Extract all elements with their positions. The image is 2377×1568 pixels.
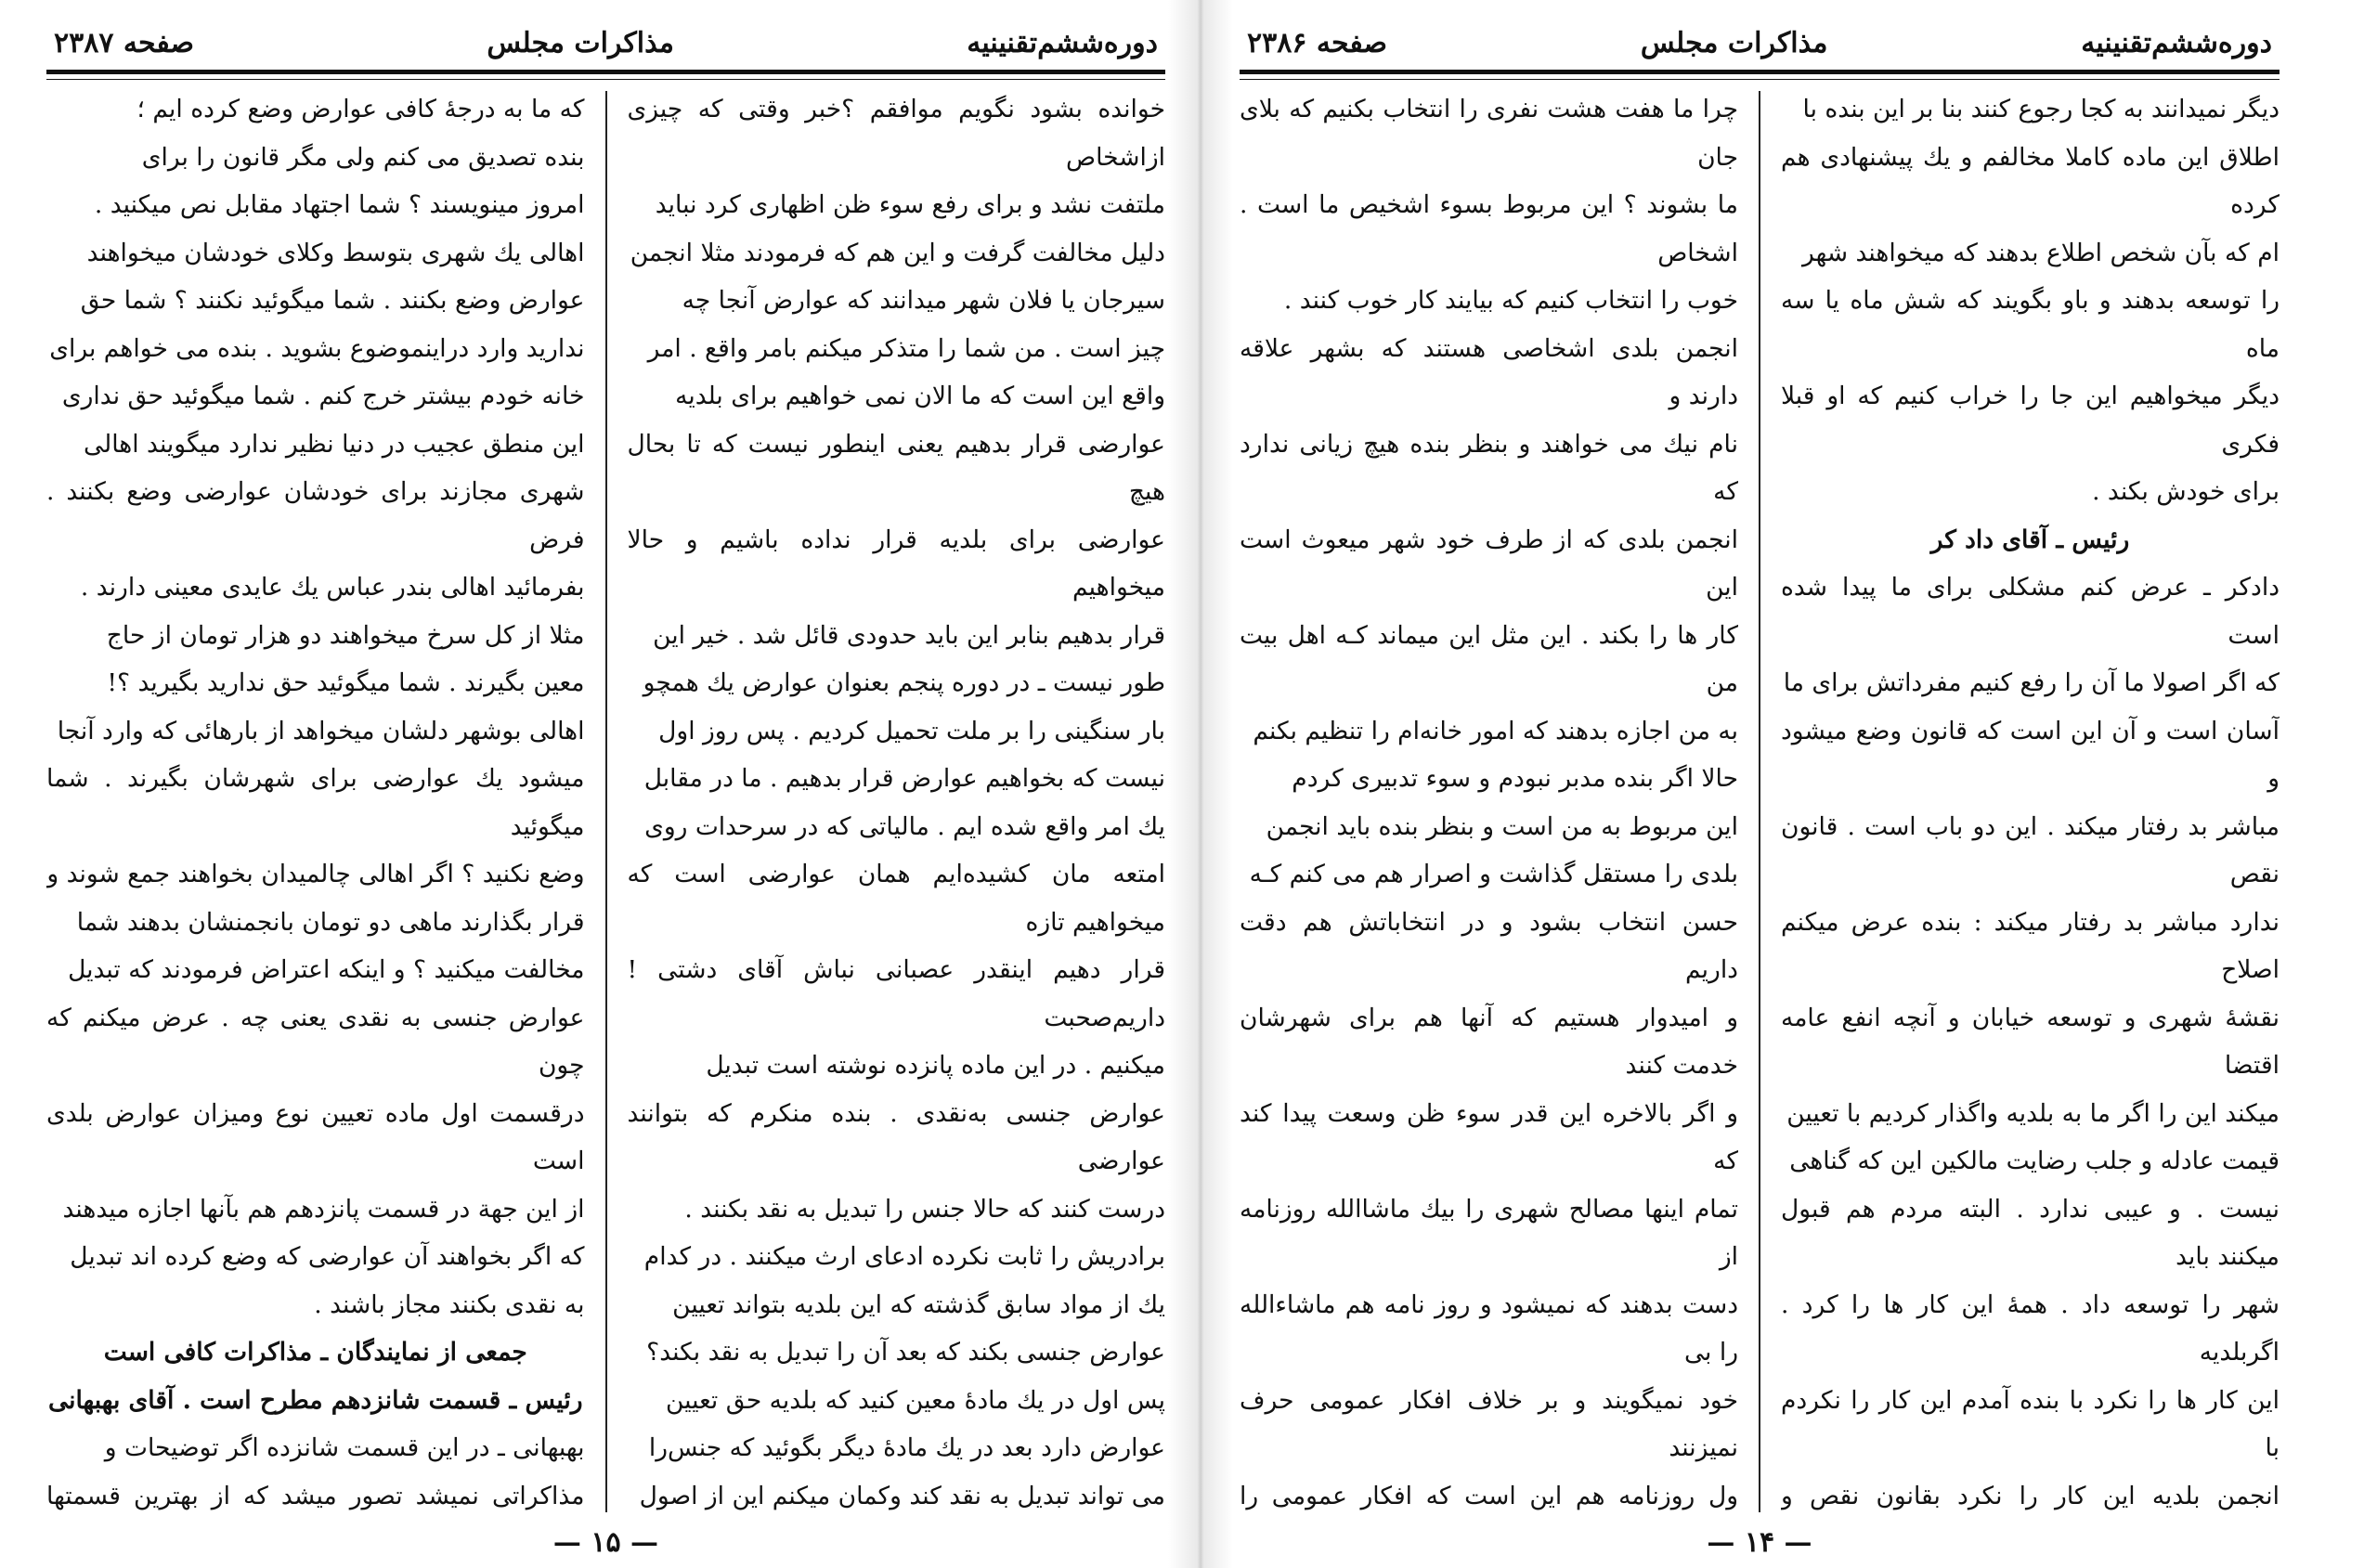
left-page	[46, 0, 1165, 1568]
text-line: ملتفت نشد و برای رفع سوء ظن اظهاری کرد نباید	[655, 190, 1165, 219]
text-line: تمام اینها مصالح شهری را بیك ماشاالله روزنامه از	[1240, 1194, 1738, 1271]
text-line: که اگر بخواهند آن عوارضی که وضع کرده اند تبدیل	[70, 1242, 585, 1271]
text-line: و اگر بالاخره این قدر سوء ظن وسعت پیدا کند که	[1240, 1098, 1738, 1175]
page-label: صفحه ۲۳۸۶	[1247, 26, 1387, 59]
text-line: دادکر ـ عرض کنم مشکلی برای ما پیدا شده است	[1781, 573, 2280, 650]
text-line: این کار ها را نکرد با بنده آمدم این کار را نکردم با	[1781, 1385, 2280, 1462]
text-line: دست بدهند که نمیشود و روز نامه هم ماشاءالله را بی	[1240, 1289, 1738, 1367]
text-line: کار ها را بکند . این مثل این میماند کـه اهل بیت من	[1240, 620, 1738, 697]
right-page-columns	[1240, 85, 2280, 1518]
text-line: عوارض جنسی به نقدی یعنی چه . عرض میکنم که چون	[46, 1003, 585, 1080]
text-line: نام نیك می خواهند و بنظر بنده هیچ زیانی ندارد که	[1240, 429, 1738, 506]
text-line: نقشهٔ شهری و توسعه خیابان و آنچه انفع عامه اقتضا	[1781, 1003, 2280, 1080]
text-line: این مربوط به من است و بنظر بنده باید انجمن	[1266, 811, 1738, 841]
text-line: مذاکراتی نمیشد تصور میشد که از بهترین قسمتها	[46, 1481, 585, 1510]
text-line: ما بشوند ؟ این مربوط بسوء اشخیص ما است . اشخاص	[1240, 190, 1738, 267]
text-line: واقع این است که ما الان نمی خواهیم برای بلدیه	[675, 382, 1165, 410]
text-line: طور نیست ـ در دوره پنجم بعنوان عوارض یك همچو	[643, 668, 1165, 697]
header-rule-thin	[46, 79, 1165, 81]
text-line: قرار بدهیم بنابر این باید حدودی قائل شد . خیر این	[653, 620, 1165, 650]
text-line: اهالی یك شهری بتوسط وکلای خودشان میخواهند	[86, 238, 585, 267]
text-line: بنده تصدیق می کنم ولی مگر قانون را برای	[141, 142, 585, 172]
speaker-line: جمعی از نمایندگان ـ مذاکرات کافی است	[103, 1338, 527, 1367]
text-line: به من اجازه بدهند که امور خانه‌ام را تنظیم بکنم	[1253, 716, 1738, 745]
speaker-line: رئیس ـ آقای داد کر	[1930, 525, 2130, 554]
column-divider	[1759, 91, 1760, 1512]
text-line: مباشر بد رفتار میکند . این دو باب است . قانون نقص	[1781, 811, 2280, 888]
text-column-left	[1240, 85, 1738, 1518]
text-column-right	[628, 85, 1166, 1518]
left-page-columns	[46, 85, 1165, 1518]
text-line: برادریش را ثابت نکرده ادعای ارث میکنند . در کدام	[643, 1242, 1165, 1271]
text-line: انجمن بلدی اشخاصی هستند که بشهر علاقه دارند و	[1240, 333, 1738, 410]
series-title: دوره‌ششم‌تقنینیه	[2081, 26, 2272, 59]
text-line: بلدی را مستقل گذاشت و اصرار هم می کنم کـه	[1249, 860, 1738, 888]
text-line: میکند این را اگر ما به بلدیه واگذار کردیم با تعیین	[1786, 1098, 2280, 1128]
text-line: نیست . و عیبی ندارد . البته مردم هم قبول میکنند باید	[1781, 1194, 2280, 1271]
text-line: خوانده بشود نگویم موافقم ؟خبر وقتی که چیزی ازاشخاص	[627, 95, 1165, 172]
series-title: دوره‌ششم‌تقنینیه	[967, 26, 1158, 59]
text-line: بفرمائید اهالی بندر عباس یك عایدی معینی دارند .	[80, 573, 585, 602]
text-line: ندارید وارد دراینموضوع بشوید . بنده می خواهم برای	[49, 333, 585, 363]
page-number: — ۱۴ —	[1707, 1526, 1812, 1559]
right-page-header	[1240, 19, 2280, 67]
text-line: مثلا از کل سرخ میخواهند دو هزار تومان از حاج	[106, 620, 585, 650]
header-rule	[46, 70, 1165, 74]
text-line: چرا ما هفت هشت نفری را انتخاب بکنیم که بلای جان	[1240, 95, 1738, 172]
text-line: عوارض جنسی به‌نقدی . بنده منکرم که بتوانند عوارضی	[627, 1098, 1165, 1175]
text-line: چیز است . من شما را متذکر میکنم بامر واقع . امر	[647, 333, 1165, 363]
text-line: درست کنند که حالا جنس را تبدیل به نقد بکنند .	[684, 1194, 1165, 1224]
text-line: امروز مینویسند ؟ شما اجتهاد مقابل نص میکنید .	[94, 190, 585, 219]
text-line: مخالفت میکنید ؟ و اینکه اعتراض فرمودند که تبدیل	[68, 955, 585, 984]
page-label: صفحه ۲۳۸۷	[54, 26, 194, 59]
text-column-left	[46, 85, 585, 1518]
text-line: به نقدی بکنند مجاز باشند .	[314, 1289, 585, 1319]
text-line: میشود یك عوارضی برای شهرشان بگیرند . شما میگوئید	[46, 764, 585, 841]
text-line: درقسمت اول ماده تعیین نوع ومیزان عوارض بلدی است	[46, 1098, 585, 1175]
right-page	[1240, 0, 2280, 1568]
header-rule	[1240, 70, 2280, 74]
text-line: امتعه مان کشیده‌ایم همان عوارضی است که میخواهیم تازه	[627, 860, 1165, 937]
text-line: خوب را انتخاب کنیم که بیایند کار خوب کنند .	[1283, 286, 1738, 315]
text-line: بهبهانی ـ در این قسمت شانزده اگر توضیحات و	[104, 1433, 585, 1462]
text-line: خود نمیگویند و بر خلاف افکار عمومی حرف نمیزنند	[1240, 1385, 1738, 1462]
text-line: قرار دهیم اینقدر عصبانی نباش آقای دشتی ! داریم‌صحبت	[627, 955, 1165, 1032]
text-line: دیگر نمیدانند به کجا رجوع کنند بنا بر این بنده با	[1802, 95, 2280, 123]
text-line: سیرجان یا فلان شهر میدانند که عوارض آنجا چه	[682, 286, 1165, 315]
text-line: دیگر میخواهیم این جا را خراب کنیم که او قبلا فکری	[1781, 382, 2280, 459]
text-line: یك امر واقع شده ایم . مالیاتی که در سرحدات روی	[644, 811, 1165, 841]
text-column-right	[1781, 85, 2280, 1518]
text-line: قرار بگذارند ماهی دو تومان بانجمنشان بدهند شما	[76, 907, 585, 937]
text-line: قیمت عادله و جلب رضایت مالکین این که گناهی	[1789, 1147, 2280, 1175]
journal-title: مذاکرات مجلس	[487, 26, 674, 59]
header-rule-thin	[1240, 79, 2280, 81]
text-line: انجمن بلدی که از طرف خود شهر میعوث است این	[1240, 525, 1738, 602]
text-line: این منطق عجیب در دنیا نظیر ندارد میگویند اهالی	[84, 429, 585, 459]
left-page-header	[46, 19, 1165, 67]
text-line: می تواند تبدیل به نقد کند وکمان میکنم این از اصول	[639, 1481, 1165, 1510]
text-line: شهر را توسعه داد . همهٔ این کار ها را کرد . اگربلدیه	[1781, 1289, 2280, 1367]
page-number: — ۱۵ —	[552, 1526, 659, 1559]
text-line: ندارد مباشر بد رفتار میکند : بنده عرض میکنم اصلاح	[1781, 907, 2280, 984]
text-line: که ما به درجهٔ کافی عوارض وضع کرده ایم ؛	[136, 95, 585, 123]
speaker-line: رئیس ـ قسمت شانزدهم مطرح است . آقای بهبهانی	[47, 1385, 583, 1415]
text-line: نیست که بخواهیم عوارض قرار بدهیم . ما در مقابل	[643, 764, 1165, 793]
text-line: ول روزنامه هم این است که افکار عمومی را	[1240, 1481, 1738, 1510]
text-line: برای خودش بکند .	[2092, 477, 2280, 506]
text-line: عوارض وضع بکنند . شما میگوئید نکنند ؟ شما حق	[80, 286, 585, 315]
text-line: ام که بآن شخص اطلاع بدهند که میخواهند شهر	[1801, 238, 2280, 267]
text-line: عوارضی قرار بدهیم یعنی اینطور نیست که تا بحال هیچ	[627, 429, 1165, 506]
text-line: عوارض دارد بعد در یك مادهٔ دیگر بگوئید که جنس‌را	[648, 1433, 1165, 1462]
text-line: بار سنگینی را بر ملت تحمیل کردیم . پس روز اول	[658, 716, 1165, 745]
text-line: آسان است و آن این است که قانون وضع میشود و	[1781, 716, 2280, 793]
text-line: خانه خودم بیشتر خرج کنم . شما میگوئید حق نداری	[61, 382, 585, 410]
text-line: که اگر اصولا ما آن را رفع کنیم مفرداتش برای ما	[1783, 668, 2280, 697]
text-line: شهری مجازند برای خودشان عوارضی وضع بکنند . فرض	[46, 477, 585, 554]
text-line: عوارضی برای بلدیه قرار نداده باشیم و حالا میخواهیم	[627, 525, 1165, 602]
text-line: از این جهة در قسمت پانزدهم هم بآنها اجازه میدهند	[62, 1194, 585, 1224]
text-line: معین بگیرند . شما میگوئید حق ندارید بگیرید ؟!	[107, 668, 585, 697]
text-line: و امیدوار هستیم که آنها هم برای شهرشان خدمت کنند	[1240, 1003, 1738, 1080]
text-line: حالا اگر بنده مدبر نبودم و سوء تدبیری کردم	[1292, 764, 1738, 793]
text-line: یك از مواد سابق گذشته که این بلدیه بتواند تعیین	[672, 1289, 1165, 1319]
text-line: انجمن بلدیه این کار را نکرد بقانون نقص و	[1781, 1481, 2280, 1510]
text-line: حسن انتخاب بشود و در انتخاباتش هم دقت داریم	[1240, 907, 1738, 984]
text-line: پس اول در یك مادهٔ معین کنید که بلدیه حق تعیین	[665, 1385, 1165, 1415]
text-line: عوارض جنسی بکند که بعد آن را تبدیل به نقد بکند؟	[646, 1338, 1165, 1367]
book-gutter	[1168, 0, 1233, 1568]
text-line: را توسعه بدهند و باو بگویند که شش ماه یا سه ماه	[1781, 286, 2280, 363]
text-line: اطلاق این ماده کاملا مخالفم و یك پیشنهادی هم کرده	[1781, 142, 2280, 219]
text-line: میکنیم . در این ماده پانزده نوشته است تبدیل	[706, 1051, 1165, 1080]
text-line: دلیل مخالفت گرفت و این هم که فرمودند مثلا انجمن	[630, 238, 1165, 267]
text-line: اهالی بوشهر دلشان میخواهد از بارهائی که وارد آنجا	[57, 716, 585, 745]
text-line: وضع نکنید ؟ اگر اهالی چالمیدان بخواهند جمع شوند و	[46, 860, 585, 888]
column-divider	[605, 91, 607, 1512]
journal-title: مذاکرات مجلس	[1640, 26, 1828, 59]
